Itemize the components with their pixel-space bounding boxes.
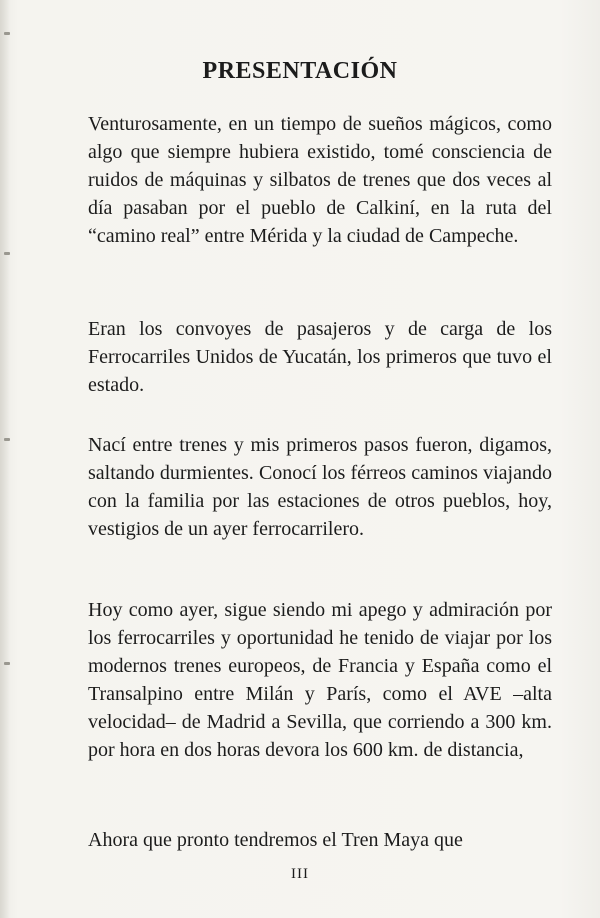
page-number: III	[291, 866, 309, 882]
edge-mark	[4, 438, 10, 441]
paragraph-3: Nací entre trenes y mis primeros pasos fueron, digamos, saltando durmientes. Conocí los férreos caminos viajando con la familia por las estaciones de otros pueblos, hoy, vestigios de un ayer ferrocarrilero.	[88, 434, 552, 540]
page-binding-edge	[0, 0, 10, 918]
edge-mark	[4, 252, 10, 255]
paragraph-4: Hoy como ayer, sigue siendo mi apego y admiración por los ferrocarriles y oportunidad he tenido de viajar por los modernos trenes europeos, de Francia y España como el Transalpino entre Milán y París, como el AVE –alta velocidad– de Madrid a Sevilla, que corriendo a 300 km. por hora en dos horas devora los 600 km. de distancia,	[88, 599, 552, 761]
page-title: PRESENTACIÓN	[202, 58, 398, 84]
paragraph-2: Eran los convoyes de pasajeros y de carga de los Ferrocarriles Unidos de Yucatán, los primeros que tuvo el estado.	[88, 318, 552, 396]
paragraph-5: Ahora que pronto tendremos el Tren Maya que	[88, 829, 463, 851]
edge-mark	[4, 32, 10, 35]
paragraph-1: Venturosamente, en un tiempo de sueños mágicos, como algo que siempre hubiera existido, tomé consciencia de ruidos de máquinas y silbatos de trenes que dos veces al día pasaban por el pueblo de Calkiní, en la ruta del “camino real” entre Mérida y la ciudad de Campeche.	[88, 113, 552, 247]
edge-mark	[4, 662, 10, 665]
